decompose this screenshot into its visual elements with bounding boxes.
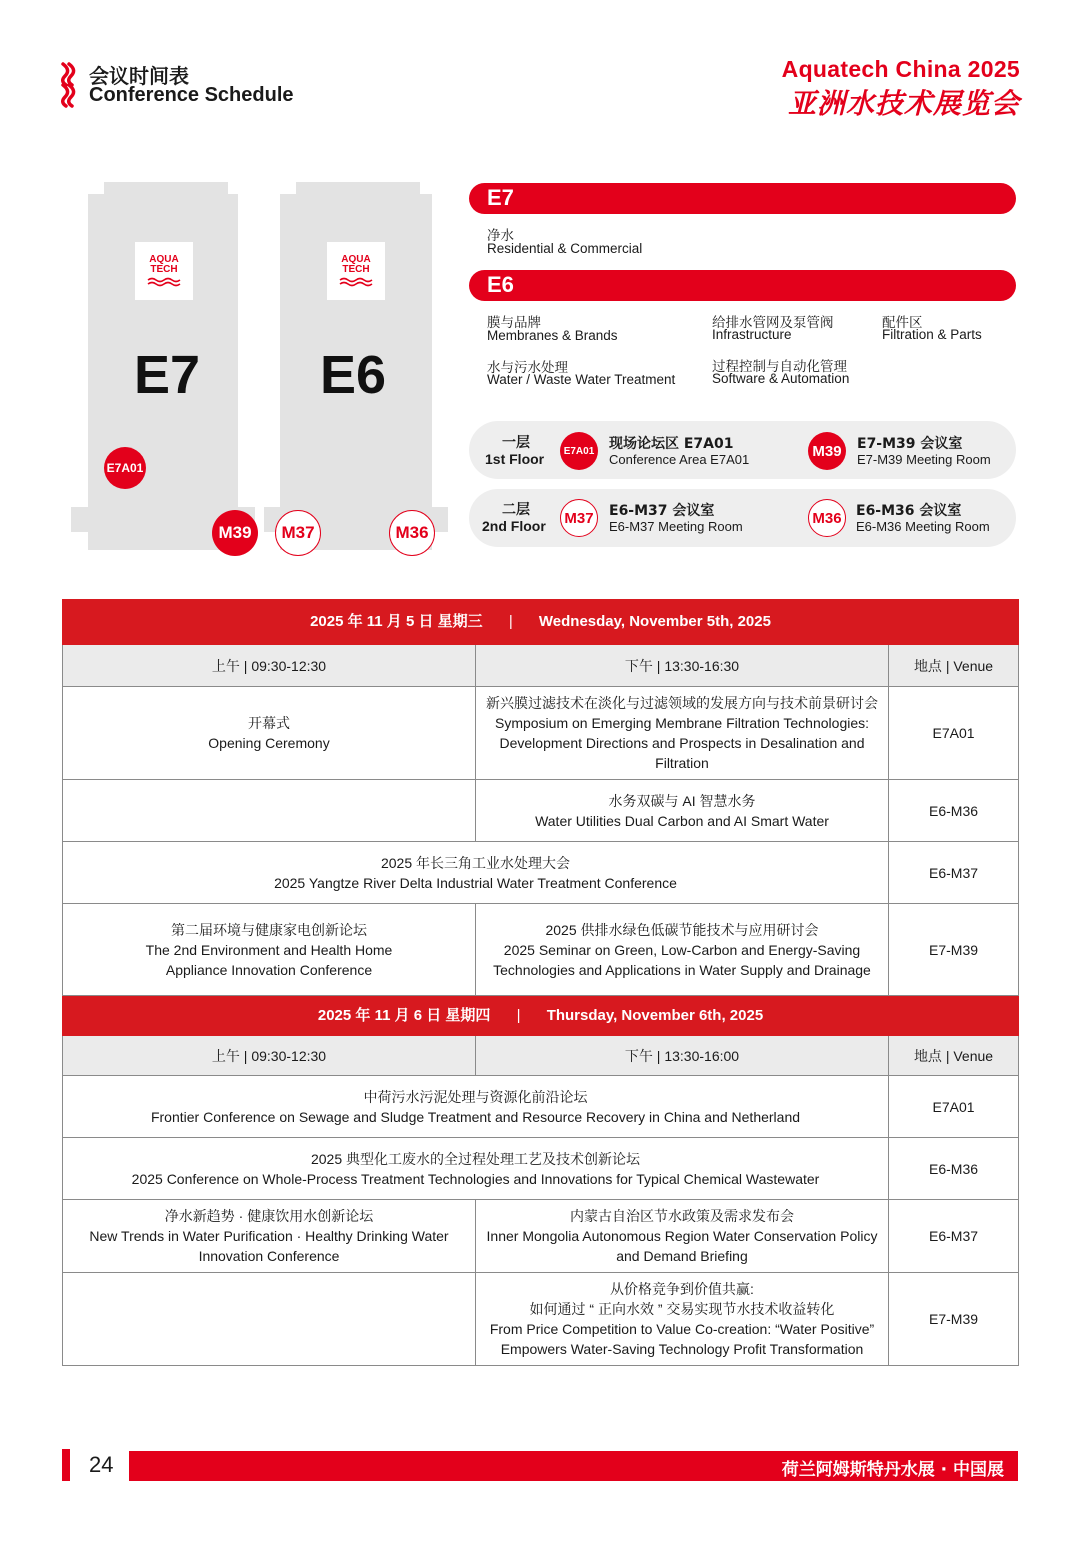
zone-cn: 膜与品牌 [487,315,541,331]
aquatech-logo: AQUA TECH [327,242,385,300]
e6-bar: E6 [469,270,1016,301]
zone-en: Software & Automation [712,371,850,386]
venue-cell: E6-M37 [889,1200,1019,1273]
venue-cell: E7A01 [889,687,1019,780]
venue-cell: E6-M36 [889,780,1019,842]
date-separator: | [508,613,513,630]
zone-cn: 过程控制与自动化管理 [712,359,847,375]
empty-cell [63,780,476,842]
page-number: 24 [89,1452,114,1477]
zone-cn: 配件区 [882,315,923,331]
date-cn: 2025 年 11 月 5 日 星期三 [310,613,483,630]
session-cell: 开幕式 Opening Ceremony [63,687,476,780]
zone-cn: 给排水管网及泵管阀 [712,315,834,331]
floor-label-cn: 一层 [502,435,530,451]
table-row [63,1273,1019,1366]
table-row [63,1076,1019,1138]
pin-m39: M39 [212,510,258,556]
floor-label-en: 2nd Floor [482,518,546,534]
wave-icon [339,277,373,287]
day-header [63,996,1019,1036]
table-row [63,1200,1019,1273]
venue-header: 地点 | Venue [889,645,1019,687]
column-header-row [63,645,1019,687]
venue-cell: E6-M37 [889,842,1019,904]
zone-en: Residential & Commercial [487,241,643,256]
date-separator: | [516,1006,521,1024]
aquatech-logo: AQUA TECH [135,242,193,300]
hall-label-e7: E7 [134,345,201,405]
footer-bar [129,1451,1018,1481]
footer-text: 荷兰阿姆斯特丹水展 · 中国展 [781,1460,1004,1480]
venue-cell: E7A01 [889,1076,1019,1138]
pin-m36: M36 [808,499,846,537]
pm-header: 下午 | 13:30-16:30 [476,645,889,687]
table-row [63,904,1019,996]
session-cell: 净水新趋势 · 健康饮用水创新论坛 New Trends in Water Purification · Healthy Drinking Water Innovation Conference [63,1200,476,1273]
session-cell: 水务双碳与 AI 智慧水务 Water Utilities Dual Carbon and AI Smart Water [476,780,889,842]
room-cn: 现场论坛区 E7A01 [609,436,734,452]
session-cell: 2025 年长三角工业水处理大会 2025 Yangtze River Delta Industrial Water Treatment Conference [63,842,889,904]
zone-cn: 水与污水处理 [487,360,568,376]
pin-e7a01: E7A01 [104,447,146,489]
page-title-en: Conference Schedule [89,84,294,106]
table-row [63,780,1019,842]
page-title-cn: 会议时间表 [89,64,189,88]
empty-cell [63,1273,476,1366]
e7-bar: E7 [469,183,1016,214]
footer-mark [62,1449,70,1481]
chevron-mark-icon [60,62,78,108]
venue-cell: E7-M39 [889,1273,1019,1366]
room-cn: E6-M36 会议室 [856,503,962,519]
hall-label-e6: E6 [320,345,387,405]
column-header-row [63,1036,1019,1076]
room-cn: E7-M39 会议室 [857,436,963,452]
am-header: 上午 | 09:30-12:30 [63,1036,476,1076]
venue-cell: E7-M39 [889,904,1019,996]
floor-label-cn: 二层 [502,502,530,518]
day-header [63,600,1019,645]
am-header: 上午 | 09:30-12:30 [63,645,476,687]
pin-e7a01: E7A01 [560,432,598,470]
session-cell: 第二届环境与健康家电创新论坛 The 2nd Environment and Health Home Appliance Innovation Conference [63,904,476,996]
session-cell: 2025 供排水绿色低碳节能技术与应用研讨会 2025 Seminar on Green, Low-Carbon and Energy-Saving Technologies and Applications in Water Supply and Drainage [476,904,889,996]
pm-header: 下午 | 13:30-16:00 [476,1036,889,1076]
zone-en: Membranes & Brands [487,328,618,343]
pin-m37: M37 [275,510,321,556]
date-en: Wednesday, November 5th, 2025 [538,613,771,630]
pin-m36: M36 [389,510,435,556]
venue-cell: E6-M36 [889,1138,1019,1200]
floor-label-en: 1st Floor [485,451,545,467]
brand-name-en: Aquatech China 2025 [781,56,1020,82]
zone-en: Infrastructure [712,327,792,342]
room-en: E7-M39 Meeting Room [857,452,991,467]
date-en: Thursday, November 6th, 2025 [546,1006,764,1024]
room-en: Conference Area E7A01 [609,452,750,467]
session-cell: 中荷污水污泥处理与资源化前沿论坛 Frontier Conference on Sewage and Sludge Treatment and Resource Recovery in China and Netherland [63,1076,889,1138]
brand-name-cn: 亚洲水技术展览会 [787,87,1020,120]
session-cell: 内蒙古自治区节水政策及需求发布会 Inner Mongolia Autonomous Region Water Conservation Policy and Demand Briefing [476,1200,889,1273]
wave-icon [147,277,181,287]
room-en: E6-M36 Meeting Room [856,519,990,534]
zone-en: Filtration & Parts [882,327,982,342]
venue-header: 地点 | Venue [889,1036,1019,1076]
session-cell: 新兴膜过滤技术在淡化与过滤领域的发展方向与技术前景研讨会 Symposium on Emerging Membrane Filtration Technologies: Development Directions and Prospects in Desalination and Filtration [476,687,889,780]
pin-m37: M37 [560,499,598,537]
table-row [63,1138,1019,1200]
session-cell: 2025 典型化工废水的全过程处理工艺及技术创新论坛 2025 Conference on Whole-Process Treatment Technologies and Innovations for Typical Chemical Wastewater [63,1138,889,1200]
pin-m39: M39 [808,432,846,470]
date-cn: 2025 年 11 月 6 日 星期四 [317,1006,491,1024]
room-cn: E6-M37 会议室 [609,503,715,519]
zone-en: Water / Waste Water Treatment [487,372,676,387]
session-cell: 从价格竞争到价值共赢: 如何通过 “ 正向水效 ” 交易实现节水技术收益转化 From Price Competition to Value Co-creation: “Water Positive” Empowers Water-Saving Technology Profit Transformation [476,1273,889,1366]
table-row [63,687,1019,780]
room-en: E6-M37 Meeting Room [609,519,743,534]
table-row [63,842,1019,904]
zone-cn: 净水 [487,228,514,244]
schedule-table [62,599,1019,1366]
